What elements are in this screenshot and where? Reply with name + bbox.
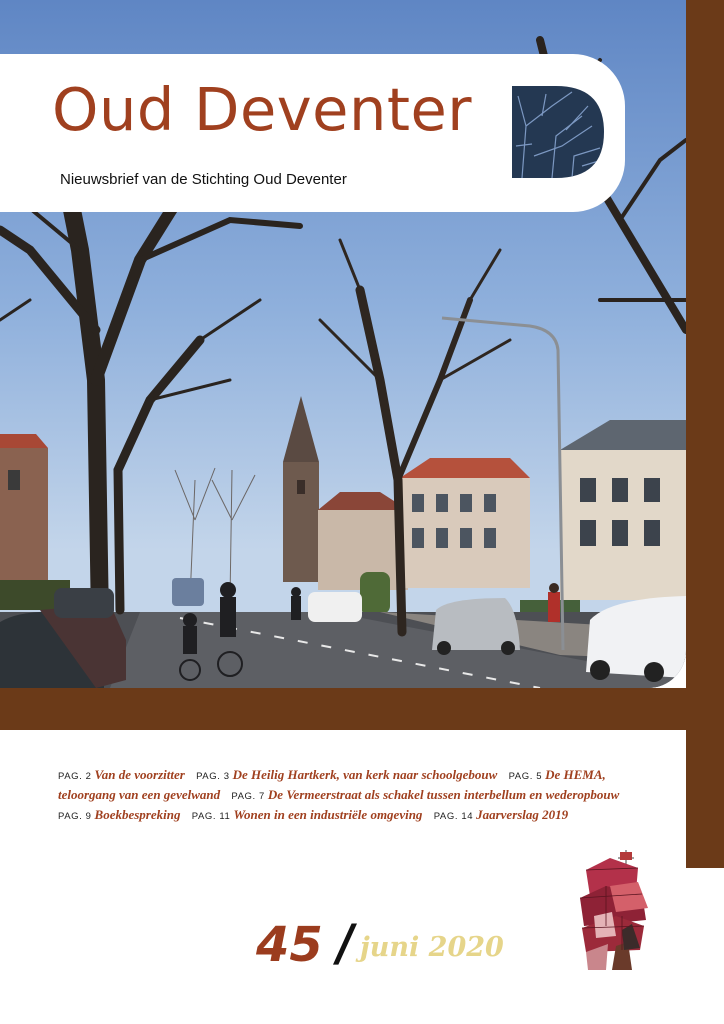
- toc-title: De HEMA, teloorgang van een gevelwand: [58, 767, 606, 802]
- toc-title: De Heilig Hartkerk, van kerk naar schoolgebouw: [232, 767, 498, 782]
- toc-entry[interactable]: [434, 807, 577, 822]
- brown-band: [0, 688, 686, 730]
- toc-page: PAG. 9: [58, 811, 92, 822]
- toc-entry[interactable]: [58, 767, 193, 782]
- issue-date: juni 2020: [360, 932, 504, 963]
- toc-title: Van de voorzitter: [94, 767, 185, 782]
- brown-side-strip: [686, 0, 724, 868]
- toc-page: PAG. 5: [508, 771, 543, 782]
- svg-text:D: D: [557, 148, 559, 149]
- toc-page: PAG. 2: [58, 771, 92, 782]
- toc-page: PAG. 11: [191, 811, 231, 822]
- toc-title: Wonen in een industriële omgeving: [233, 807, 423, 822]
- issue-number: 45: [256, 917, 323, 973]
- toc-title: De Vermeerstraat als schakel tussen interbellum en wederopbouw: [267, 787, 620, 802]
- stacked-houses-logo-icon: [576, 846, 652, 974]
- toc-title: Jaarverslag 2019: [476, 807, 569, 822]
- house-left: [0, 434, 48, 588]
- masthead-initial-d: [512, 86, 604, 178]
- toc-entry[interactable]: [192, 807, 431, 822]
- toc-page: PAG. 14: [433, 811, 474, 822]
- toc-entry[interactable]: [196, 767, 505, 782]
- toc-entry[interactable]: [58, 807, 188, 822]
- toc-entry[interactable]: [231, 787, 627, 802]
- toc-page: PAG. 7: [231, 791, 265, 802]
- toc-title: Boekbespreking: [94, 807, 181, 822]
- magazine-title: Oud Deventer: [52, 75, 473, 144]
- issue-slash: /: [331, 914, 359, 972]
- table-of-contents: [58, 766, 653, 826]
- magazine-subtitle: Nieuwsbrief van de Stichting Oud Deventer: [60, 171, 347, 188]
- toc-page: PAG. 3: [196, 771, 230, 782]
